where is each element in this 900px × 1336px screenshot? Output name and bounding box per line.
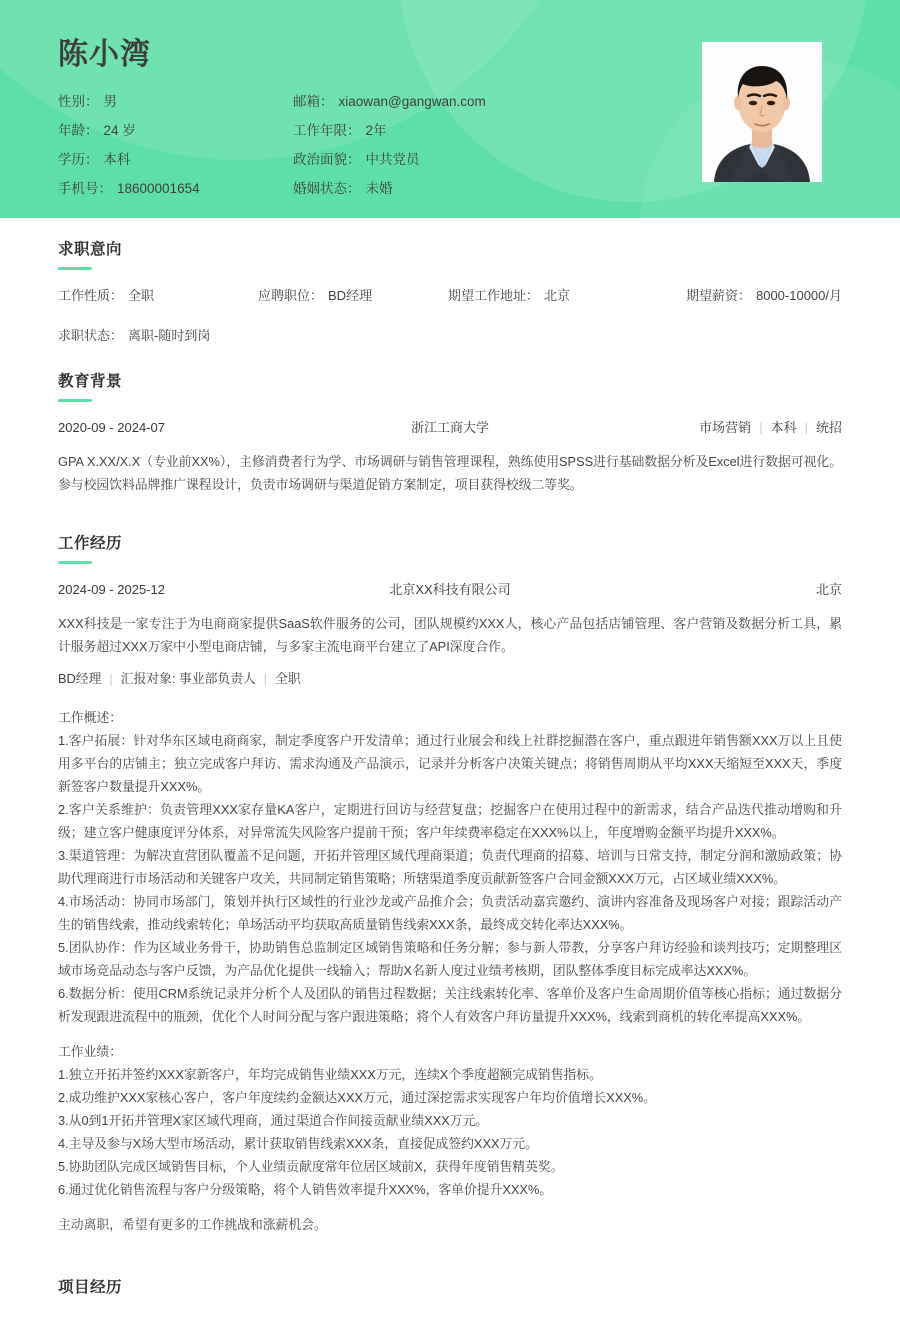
basic-info-political <box>293 151 678 169</box>
intention-location-value: 北京 <box>544 288 571 304</box>
intention-salary-label: 期望薪资： <box>685 288 751 304</box>
basic-info-phone <box>58 180 293 198</box>
basic-info-experience-value: 2年 <box>365 123 387 138</box>
basic-info-marital-value: 未婚 <box>365 181 393 196</box>
section-title-education: 教育背景 <box>58 373 123 391</box>
intention-position <box>258 286 448 306</box>
basic-info-political-label: 政治面貌： <box>293 152 361 167</box>
section-title-project-experience: 项目经历 <box>58 1279 123 1297</box>
avatar <box>702 42 822 182</box>
divider: | <box>109 671 113 687</box>
intention-status <box>58 326 842 346</box>
work-position-meta <box>58 668 842 690</box>
work-entry-header <box>58 580 842 600</box>
section-title-work-experience: 工作经历 <box>58 535 123 553</box>
work-achievement-item: 2.成功维护XXX家核心客户，客户年度续约金额达XXX万元，通过深挖需求实现客户年均价值增长XXX%。 <box>58 1090 656 1106</box>
resume-content <box>0 218 900 1336</box>
basic-info-degree-label: 学历： <box>58 152 99 167</box>
basic-info-gender-value: 男 <box>103 94 117 109</box>
section-title-job-intention: 求职意向 <box>58 241 123 258</box>
education-major: 市场营销 <box>699 420 752 436</box>
section-education <box>58 372 842 530</box>
basic-info-experience-label: 工作年限： <box>293 123 361 138</box>
work-overview-item: 6.数据分析：使用CRM系统记录并分析个人及团队的销售过程数据；关注线索转化率、客单价及客户生命周期价值等核心指标；通过数据分析发现跟进流程中的瓶颈，优化个人时间分配与客户跟进策略；将个人有效客户拜访量提升XXX%，线索到商机的转化率提高XXX%。 <box>58 986 842 1025</box>
work-overview-label: 工作概述： <box>58 710 122 726</box>
basic-info-gender <box>58 93 293 111</box>
basic-info-marital-label: 婚姻状态： <box>293 181 361 196</box>
section-accent-rule <box>58 399 92 402</box>
basic-info-grid <box>58 93 678 198</box>
education-meta <box>542 418 842 438</box>
basic-info-marital <box>293 180 678 198</box>
section-accent-rule <box>58 561 92 564</box>
section-project-experience <box>58 1278 842 1298</box>
basic-info-email-value: xiaowan@gangwan.com <box>338 94 486 109</box>
work-position: BD经理 <box>58 671 102 687</box>
education-school: 浙江工商大学 <box>410 420 489 436</box>
education-date-range: 2020-09 - 2024-07 <box>58 420 165 436</box>
resume-header <box>0 0 900 218</box>
work-achievement-item: 4.主导及参与X场大型市场活动，累计获取销售线索XXX条，直接促成签约XXX万元。 <box>58 1136 538 1152</box>
work-company: 北京XX科技有限公司 <box>389 582 511 598</box>
work-company-intro: XXX科技是一家专注于为电商商家提供SaaS软件服务的公司，团队规模约XXX人，核心产品包括店铺管理、客户营销及数据分析工具，累计服务超过XXX万家中小型电商店铺，与多家主流电商平台建立了API深度合作。 <box>58 616 842 655</box>
basic-info-political-value: 中共党员 <box>365 152 420 167</box>
section-work-experience <box>58 534 842 1274</box>
work-overview-item: 5.团队协作：作为区域业务骨干，协助销售总监制定区域销售策略和任务分解；参与新人带教，分享客户拜访经验和谈判技巧；定期整理区域市场竞品动态与客户反馈，为产品优化提供一线输入；帮助X名新人度过业绩考核期，团队整体季度目标完成率达XXX%。 <box>58 940 842 979</box>
work-location: 北京 <box>815 582 842 598</box>
education-description: GPA X.XX/X.X（专业前XX%），主修消费者行为学、市场调研与销售管理课程，熟练使用SPSS进行基础数据分析及Excel进行数据可视化。参与校园饮料品牌推广课程设计，负责市场调研与渠道促销方案制定，项目获得校级二等奖。 <box>58 454 843 493</box>
intention-job-type-label: 工作性质： <box>58 288 124 304</box>
intention-salary-value: 8000-10000/月 <box>755 288 842 304</box>
basic-info-email <box>293 93 678 111</box>
section-accent-rule <box>58 267 92 270</box>
basic-info-degree-value: 本科 <box>103 152 131 167</box>
education-degree: 本科 <box>770 420 797 436</box>
work-achievement-item: 6.通过优化销售流程与客户分级策略，将个人销售效率提升XXX%，客单价提升XXX%。 <box>58 1182 553 1198</box>
intention-location <box>448 286 678 306</box>
basic-info-email-label: 邮箱： <box>293 94 334 109</box>
education-admission: 统招 <box>815 420 842 436</box>
basic-info-gender-label: 性别： <box>58 94 99 109</box>
candidate-name: 陈小湾 <box>58 38 151 71</box>
divider: | <box>759 420 763 436</box>
work-date-range: 2024-09 - 2025-12 <box>58 582 165 598</box>
intention-position-value: BD经理 <box>328 288 373 304</box>
job-intention-fields-row <box>58 286 842 306</box>
work-achievement-item: 3.从0到1开拓并管理X家区域代理商，通过渠道合作间接贡献业绩XXX万元。 <box>58 1113 489 1129</box>
work-achievement-item: 1.独立开拓并签约XXX家新客户，年均完成销售业绩XXX万元，连续X个季度超额完成销售指标。 <box>58 1067 602 1083</box>
intention-position-label: 应聘职位： <box>258 288 324 304</box>
basic-info-age-label: 年龄： <box>58 123 99 138</box>
intention-status-value: 离职-随时到岗 <box>128 328 211 344</box>
education-entry-header <box>58 418 842 438</box>
basic-info-age-value: 24 岁 <box>103 123 136 138</box>
intention-job-type <box>58 286 258 306</box>
intention-location-label: 期望工作地址： <box>448 288 540 304</box>
work-achievement-label: 工作业绩： <box>58 1044 122 1060</box>
work-employment-type: 全职 <box>275 671 301 687</box>
section-job-intention <box>58 240 842 346</box>
work-achievement-item: 5.协助团队完成区域销售目标，个人业绩贡献度常年位居区域前X，获得年度销售精英奖。 <box>58 1159 564 1175</box>
intention-salary <box>678 286 842 306</box>
work-leave-reason: 主动离职，希望有更多的工作挑战和涨薪机会。 <box>58 1217 327 1233</box>
intention-status-label: 求职状态： <box>58 328 124 344</box>
basic-info-degree <box>58 151 293 169</box>
divider: | <box>804 420 808 436</box>
basic-info-phone-label: 手机号： <box>58 181 112 196</box>
work-report-to: 汇报对象: 事业部负责人 <box>120 671 256 687</box>
work-overview-item: 3.渠道管理：为解决直营团队覆盖不足问题，开拓并管理区域代理商渠道；负责代理商的招募、培训与日常支持，制定分润和激励政策；协助代理商进行市场活动和关键客户攻关，共同制定销售策略；所辖渠道季度贡献新签客户合同金额XXX万元，占区域业绩XXX%。 <box>58 848 842 887</box>
intention-job-type-value: 全职 <box>128 288 155 304</box>
divider: | <box>263 671 268 687</box>
work-overview-item: 4.市场活动：协同市场部门，策划并执行区域性的行业沙龙或产品推介会；负责活动嘉宾邀约、演讲内容准备及现场客户对接；跟踪活动产生的销售线索，推动线索转化；单场活动平均获取高质量销售线索XXX条，最终成交转化率达XXX%。 <box>58 894 842 933</box>
work-overview-item: 2.客户关系维护：负责管理XXX家存量KA客户，定期进行回访与经营复盘；挖掘客户在使用过程中的新需求，结合产品迭代推动增购和升级；建立客户健康度评分体系，对异常流失风险客户提前干预；客户年续费率稳定在XXX%以上，年度增购金额平均提升XXX%。 <box>58 802 842 841</box>
basic-info-age <box>58 122 293 140</box>
basic-info-phone-value: 18600001654 <box>117 181 200 196</box>
basic-info-experience <box>293 122 678 140</box>
work-overview-item: 1.客户拓展：针对华东区域电商商家，制定季度客户开发清单；通过行业展会和线上社群挖掘潜在客户，重点跟进年销售额XXX万以上且使用多平台的店铺主；独立完成客户拜访、需求沟通及产品演示，记录并分析客户决策关键点；将销售周期从平均XXX天缩短至XXX天，季度新签客户数量提升XXX%。 <box>58 733 842 795</box>
